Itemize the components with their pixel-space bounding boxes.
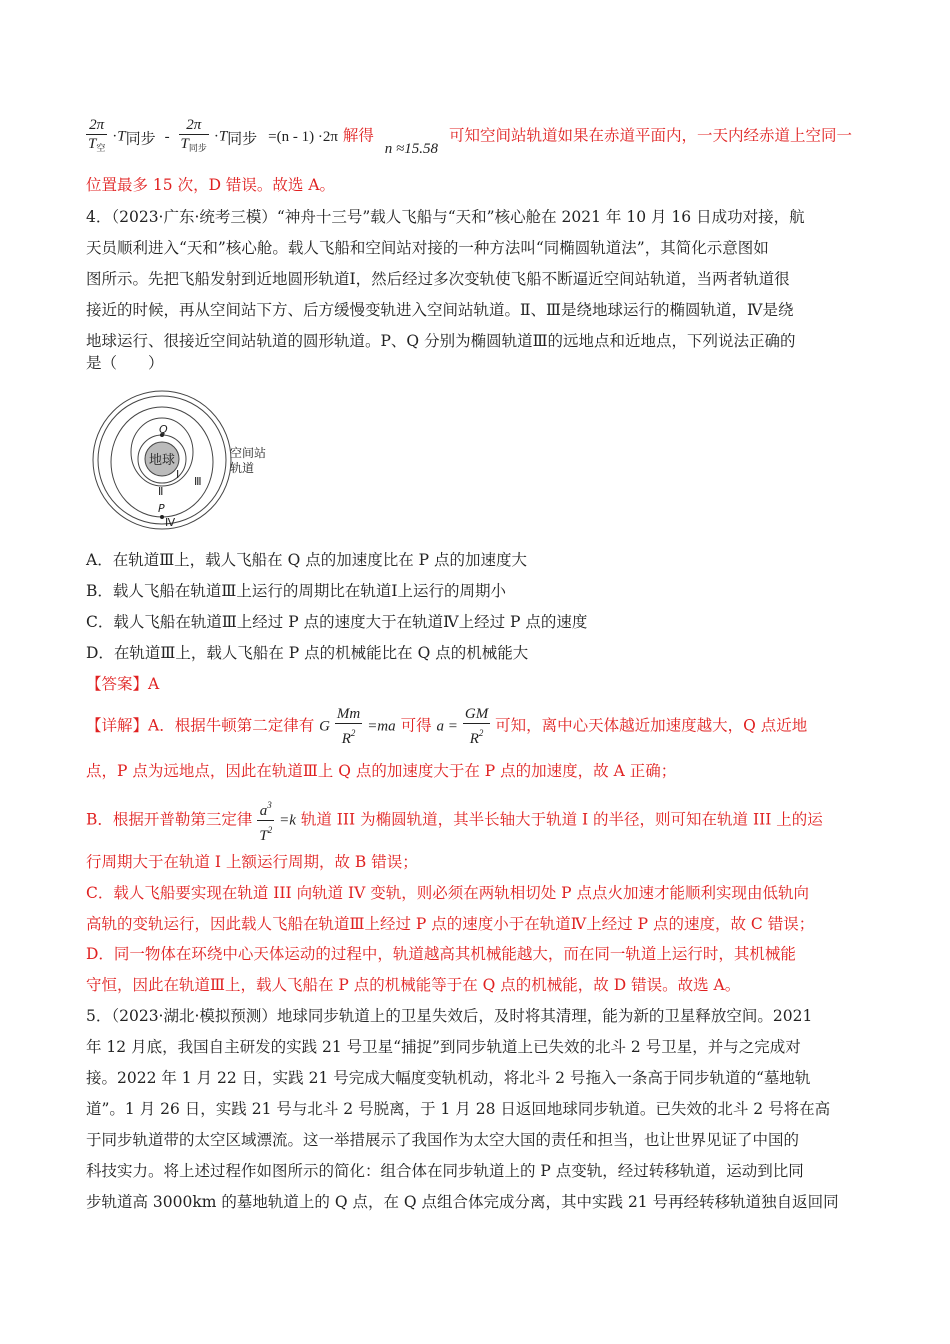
q4-detail-c-line-2: 高轨的变轨运行，因此载人飞船在轨道Ⅲ上经过 P 点的速度小于在轨道Ⅳ上经过 P 点的速度，故 C 错误； [86, 915, 815, 933]
fraction-GM-over-R2: $\frac{GM}{R^2}$ [464, 706, 489, 747]
q4-detail-b-line-1: B．根据开普勒第三定律 $\frac{a^3}{T^2}$ =k 轨道 III 为椭圆轨道，其半长轴大于轨道 I 的半径，则可知在轨道 III 上的运 [86, 796, 864, 840]
q4-option-a: A．在轨道Ⅲ上，载人飞船在 Q 点的加速度比在 P 点的加速度大 [86, 551, 527, 569]
fraction-Mm-over-R2: $\frac{Mm}{R^2}$ [336, 706, 361, 747]
q4-answer: 【答案】A [86, 675, 160, 693]
orbit-iv-label: Ⅳ [165, 516, 176, 529]
q4-option-c: C．载人飞船在轨道Ⅲ上经过 P 点的速度大于在轨道Ⅳ上经过 P 点的速度 [86, 613, 588, 631]
q5-line-6: 科技实力。将上述过程作如图所示的简化：组合体在同步轨道上的 P 点变轨，经过转移轨道，运动到比同 [86, 1162, 804, 1180]
orbit-ii-label: Ⅱ [158, 485, 164, 498]
top-formula-conclusion: 位置最多 15 次，D 错误。故选 A。 [86, 176, 336, 194]
q4-detail-b-line-2: 行周期大于在轨道 I 上额运行周期，故 B 错误； [86, 853, 418, 871]
q5-line-5: 于同步轨道带的太空区域漂流。这一举措展示了我国作为太空大国的责任和担当，也让世界见证了中国的 [86, 1131, 800, 1149]
fraction-2pi-over-T-tongbu: $\frac{2\pi}{T_{同步}}$ [180, 117, 207, 153]
q5-line-2: 年 12 月底，我国自主研发的实践 21 号卫星“捕捉”到同步轨道上已失效的北斗 2 号卫星，并与之完成对 [86, 1038, 801, 1056]
q4-option-d: D．在轨道Ⅲ上，载人飞船在 P 点的机械能比在 Q 点的机械能大 [86, 644, 529, 662]
q5-line-4: 道”。1 月 26 日，实践 21 号与北斗 2 号脱离，于 1 月 28 日返回地球同步轨道。已失效的北斗 2 号将在高 [86, 1100, 831, 1118]
fraction-2pi-over-T-kong: $\frac{2\pi}{T_空}$ [88, 117, 106, 153]
q4-option-b: B．载人飞船在轨道Ⅲ上运行的周期比在轨道Ⅰ上运行的周期小 [86, 582, 506, 600]
q4-line-4: 接近的时候，再从空间站下方、后方缓慢变轨进入空间站轨道。Ⅱ、Ⅲ是绕地球运行的椭圆轨道，Ⅳ是绕 [86, 301, 794, 319]
q4-detail-a-line-1: 【详解】A．根据牛顿第二定律有 G $\frac{Mm}{R^2}$ =ma 可得 a = $\frac{GM}{R^2}$ 可知，离中心天体越近加速度越大，Q 点近地 [86, 706, 808, 747]
point-p-label: P [158, 502, 165, 515]
q5-line-1: 5．（2023·湖北·模拟预测）地球同步轨道上的卫星失效后，及时将其清理，能为新的卫星释放空间。2021 [86, 1007, 813, 1025]
q4-line-1: 4．（2023·广东·统考三模）“神舟十三号”载人飞船与“天和”核心舱在 2021 年 10 月 16 日成功对接，航 [86, 208, 805, 226]
orbit-iii-label: Ⅲ [194, 475, 202, 488]
q4-line-6: 是（ ） [86, 354, 164, 372]
q4-line-5: 地球运行、很接近空间站轨道的圆形轨道。P、Q 分别为椭圆轨道Ⅲ的远地点和近地点，下列说法正确的 [86, 332, 796, 350]
station-label-2: 轨道 [230, 461, 255, 475]
orbit-i-label: Ⅰ [176, 468, 180, 481]
point-q-label: Q [159, 423, 168, 436]
q5-line-7: 步轨道高 3000km 的墓地轨道上的 Q 点，在 Q 点组合体完成分离，其中实践 21 号再经转移轨道独自返回同 [86, 1193, 839, 1211]
q4-line-3: 图所示。先把飞船发射到近地圆形轨道Ⅰ，然后经过多次变轨使飞船不断逼近空间站轨道，当两者轨道很 [86, 270, 790, 288]
q4-detail-c-line-1: C．载人飞船要实现在轨道 III 向轨道 IV 变轨，则必须在两轨相切处 P 点点火加速才能顺利实现由低轨向 [86, 884, 810, 902]
earth-label: 地球 [148, 453, 176, 468]
q4-line-2: 天员顺利进入“天和”核心舱。载人飞船和空间站对接的一种方法叫“同椭圆轨道法”，其简化示意图如 [86, 239, 769, 257]
q4-detail-a-line-2: 点，P 点为远地点，因此在轨道Ⅲ上 Q 点的加速度大于在 P 点的加速度，故 A 正确； [86, 762, 677, 780]
orbit-diagram [90, 385, 290, 535]
point-p-dot [160, 515, 164, 519]
top-formula-line: $\frac{2\pi}{T_空}$ ·T同步 - $\frac{2\pi}{T_{同步}}$ ·T同步 =(n - 1) ·2π 解得 n ≈15.58 可知空间站轨道如果在赤道平面内，一天内经赤道上空同一 [88, 117, 852, 157]
q4-detail-d-line-1: D．同一物体在环绕中心天体运动的过程中，轨道越高其机械能越大，而在同一轨道上运行时，其机械能 [86, 945, 796, 963]
q5-line-3: 接。2022 年 1 月 22 日，实践 21 号完成大幅度变轨机动，将北斗 2 号拖入一条高于同步轨道的“墓地轨 [86, 1069, 811, 1087]
fraction-a3-over-T2: $\frac{a^3}{T^2}$ [257, 796, 274, 845]
q4-detail-d-line-2: 守恒，因此在轨道Ⅲ上，载人飞船在 P 点的机械能等于在 Q 点的机械能，故 D 错误。故选 A。 [86, 976, 741, 994]
station-label-1: 空间站 [230, 446, 267, 460]
